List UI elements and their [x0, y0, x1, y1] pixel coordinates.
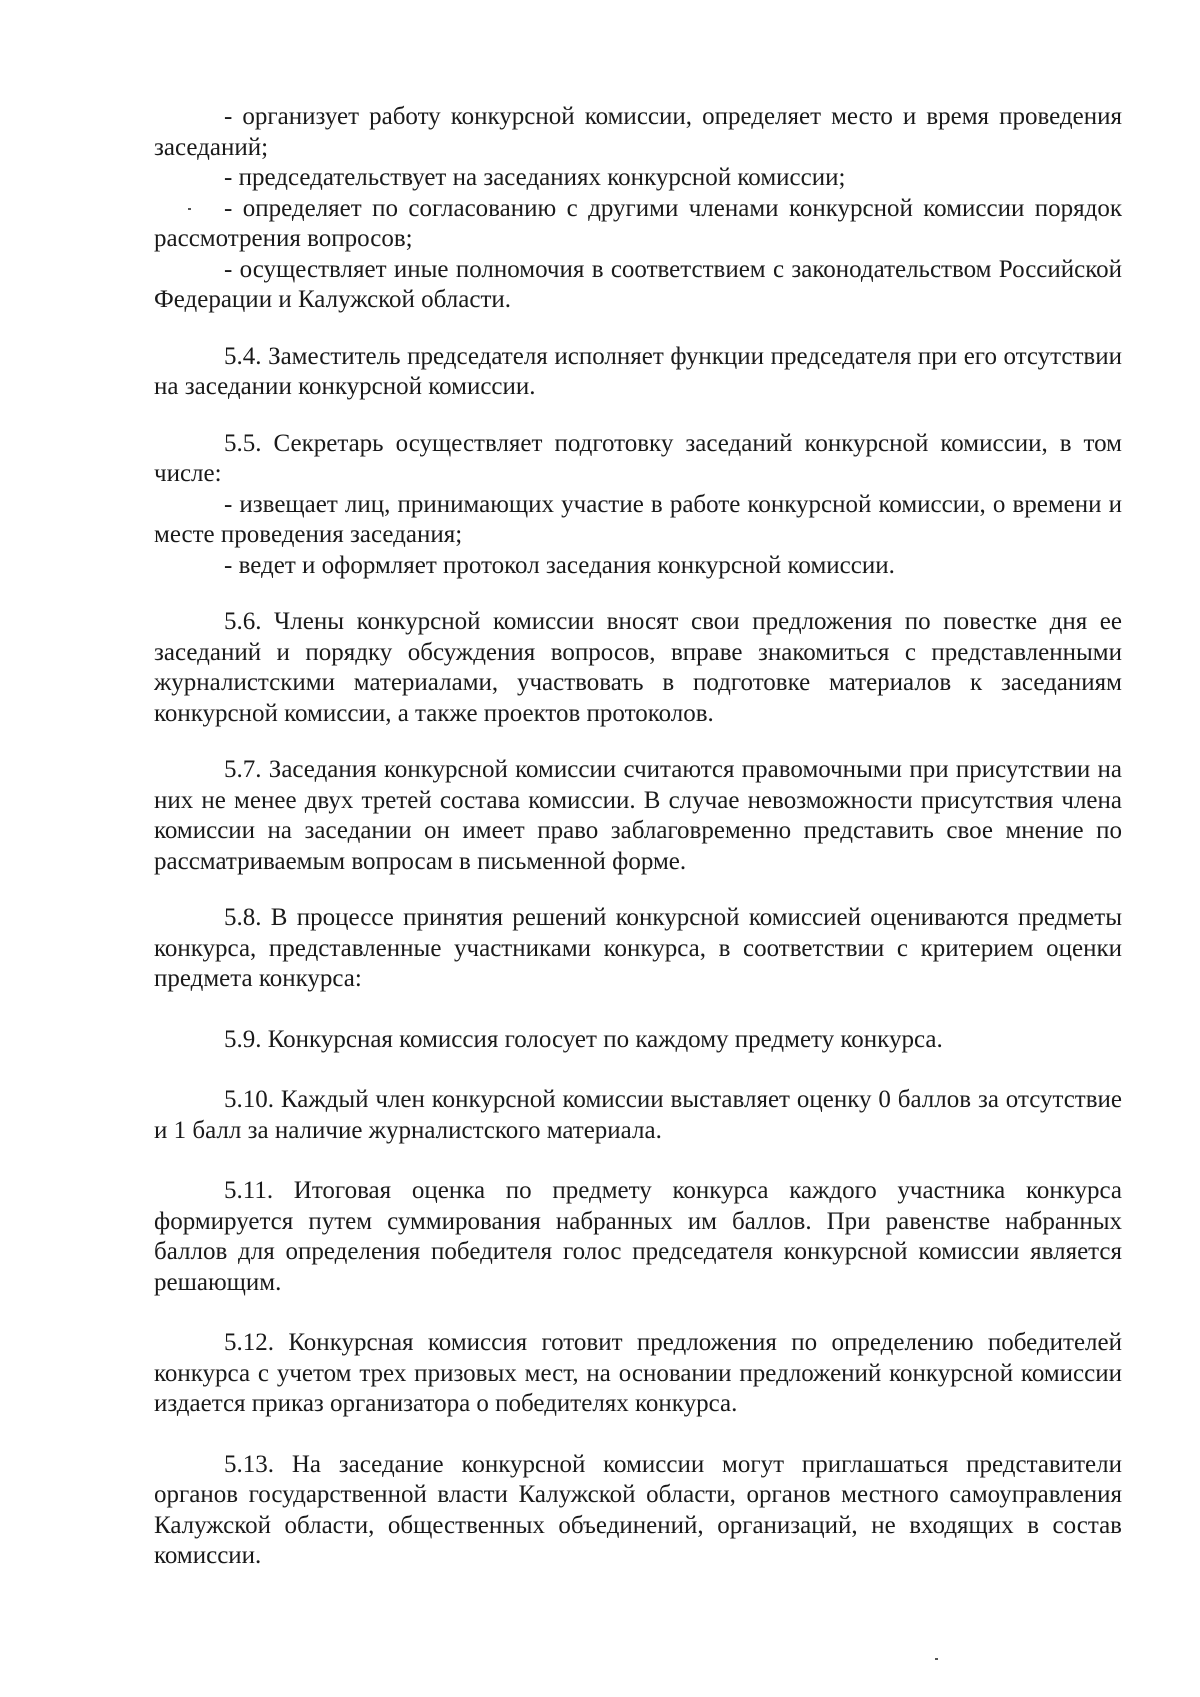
paragraph-text: 5.5. Секретарь осуществляет подготовку заседаний конкурсной комиссии, в том числе: — [154, 429, 1122, 487]
paragraph-text: 5.7. Заседания конкурсной комиссии считаются правомочными при присутствии на них не менее двух третей состава комиссии. В случае невозможности присутствия члена комиссии на заседании он имеет право заблаговременно представить свое мнение по рассматриваемым вопросам в письменной форме. — [154, 756, 1122, 875]
list-item: - председательствует на заседаниях конкурсной комиссии; — [224, 164, 846, 191]
paragraph-5-9 — [154, 1025, 1122, 1056]
paragraph-5-11 — [154, 1176, 1122, 1298]
paragraph-5-10 — [154, 1085, 1122, 1146]
paragraph-5-7 — [154, 755, 1122, 877]
paragraph-5-6 — [154, 607, 1122, 729]
list-item: - определяет по согласованию с другими членами конкурсной комиссии порядок рассмотрения вопросов; — [154, 194, 1122, 252]
paragraph-text: 5.11. Итоговая оценка по предмету конкурса каждого участника конкурса формируется путем суммирования набранных им баллов. При равенстве набранных баллов для определения победителя голос председателя конкурсной комиссии является решающим. — [154, 1177, 1122, 1296]
paragraph-text: 5.8. В процессе принятия решений конкурсной комиссией оцениваются предметы конкурса, представленные участниками конкурса, в соответствии с критерием оценки предмета конкурса: — [154, 904, 1122, 992]
paragraph-text: 5.12. Конкурсная комиссия готовит предложения по определению победителей конкурса с учетом трех призовых мест, на основании предложений конкурсной комиссии издается приказ организатора о победителях конкурса. — [154, 1329, 1122, 1417]
scan-speck — [935, 1658, 938, 1660]
list-item: - извещает лиц, принимающих участие в работе конкурсной комиссии, о времени и месте проведения заседания; — [154, 490, 1122, 548]
paragraph-text: 5.6. Члены конкурсной комиссии вносят свои предложения по повестке дня ее заседаний и порядку обсуждения вопросов, вправе знакомиться с представленными журналистскими материалами, участвовать в подготовке материалов к заседаниям конкурсной комиссии, а также проектов протоколов. — [154, 608, 1122, 727]
paragraph-text: 5.9. Конкурсная комиссия голосует по каждому предмету конкурса. — [224, 1025, 943, 1053]
list-item: - организует работу конкурсной комиссии, определяет место и время проведения заседаний; — [154, 103, 1122, 161]
list-item: - осуществляет иные полномочия в соответствием с законодательством Российской Федерации и Калужской области. — [154, 255, 1122, 313]
paragraph-5-12 — [154, 1328, 1122, 1420]
paragraph-5-13 — [154, 1450, 1122, 1572]
paragraph-text: 5.4. Заместитель председателя исполняет функции председателя при его отсутствии на заседании конкурсной комиссии. — [154, 342, 1122, 400]
paragraph-5-4 — [154, 342, 1122, 403]
paragraph-text: 5.13. На заседание конкурсной комиссии могут приглашаться представители органов государственной власти Калужской области, органов местного самоуправления Калужской области, общественных объединений, организаций, не входящих в состав комиссии. — [154, 1450, 1122, 1569]
paragraph-text: 5.10. Каждый член конкурсной комиссии выставляет оценку 0 баллов за отсутствие и 1 балл за наличие журналистского материала. — [154, 1086, 1122, 1144]
paragraph-5-8 — [154, 903, 1122, 995]
scan-speck — [188, 208, 191, 210]
paragraph-5-5 — [154, 429, 1122, 582]
chairman-duties-list — [154, 102, 1122, 316]
list-item: - ведет и оформляет протокол заседания конкурсной комиссии. — [224, 551, 895, 579]
